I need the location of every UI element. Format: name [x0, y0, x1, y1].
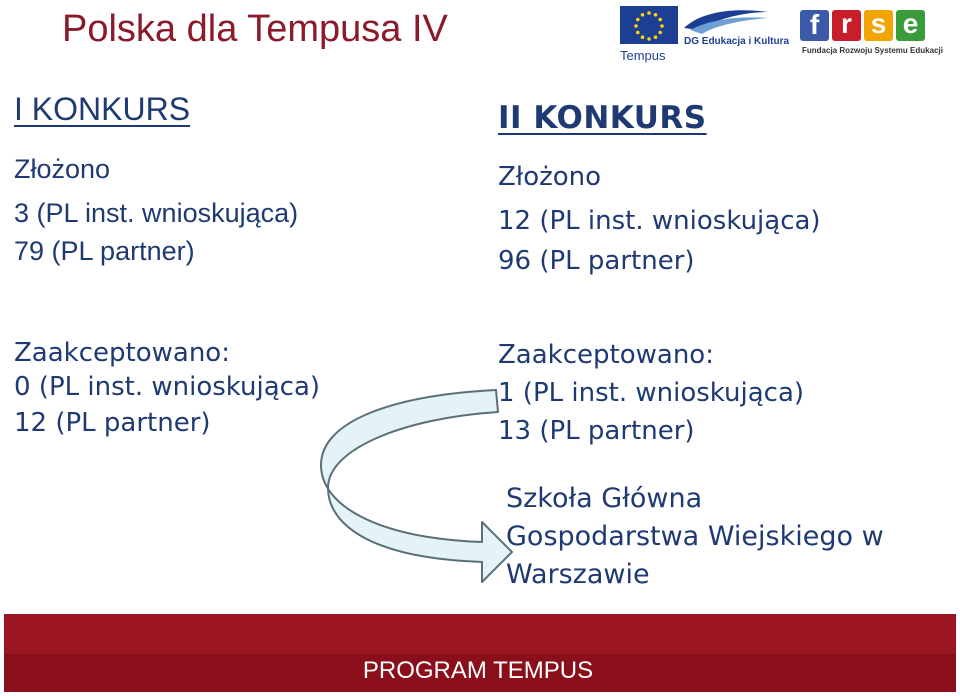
konkurs1-accepted-line: 12 (PL partner): [14, 408, 211, 438]
frse-letter-e: e: [896, 10, 925, 41]
curved-arrow-icon: [316, 370, 516, 610]
konkurs1-accepted-line: 0 (PL inst. wnioskująca): [14, 372, 321, 402]
dg-label: DG Edukacja i Kultura: [684, 36, 790, 47]
konkurs1-submitted-label: Złożono: [14, 154, 111, 184]
konkurs1-accepted-label: Zaakceptowano:: [14, 338, 230, 368]
footer-text: PROGRAM TEMPUS: [362, 657, 594, 684]
footer-bar: [4, 614, 956, 654]
konkurs1-submitted-line: 3 (PL inst. wnioskująca): [14, 198, 299, 228]
konkurs1-submitted-line: 79 (PL partner): [14, 236, 195, 266]
konkurs2-submitted-line: 96 (PL partner): [498, 246, 695, 276]
frse-letter-f: f: [800, 10, 829, 41]
school-line: Szkoła Główna: [506, 483, 703, 514]
logo-area: [618, 6, 956, 66]
konkurs2-accepted-line: 1 (PL inst. wnioskująca): [498, 378, 805, 408]
konkurs2-accepted-label: Zaakceptowano:: [498, 340, 714, 370]
school-line: Gospodarstwa Wiejskiego w: [506, 521, 884, 552]
frse-letter-r: r: [832, 10, 861, 41]
konkurs1-heading: I KONKURS: [14, 91, 191, 127]
school-line: Warszawie: [506, 559, 650, 590]
konkurs2-heading: II KONKURS: [498, 100, 707, 136]
frse-caption: Fundacja Rozwoju Systemu Edukacji: [802, 46, 943, 55]
konkurs2-submitted-label: Złożono: [498, 162, 602, 192]
konkurs2-submitted-line: 12 (PL inst. wnioskująca): [498, 206, 821, 236]
tempus-label: Tempus: [620, 48, 666, 63]
page-title: Polska dla Tempusa IV: [62, 8, 448, 50]
konkurs2-accepted-line: 13 (PL partner): [498, 416, 695, 446]
frse-logo: [800, 10, 930, 44]
frse-letter-s: s: [864, 10, 893, 41]
